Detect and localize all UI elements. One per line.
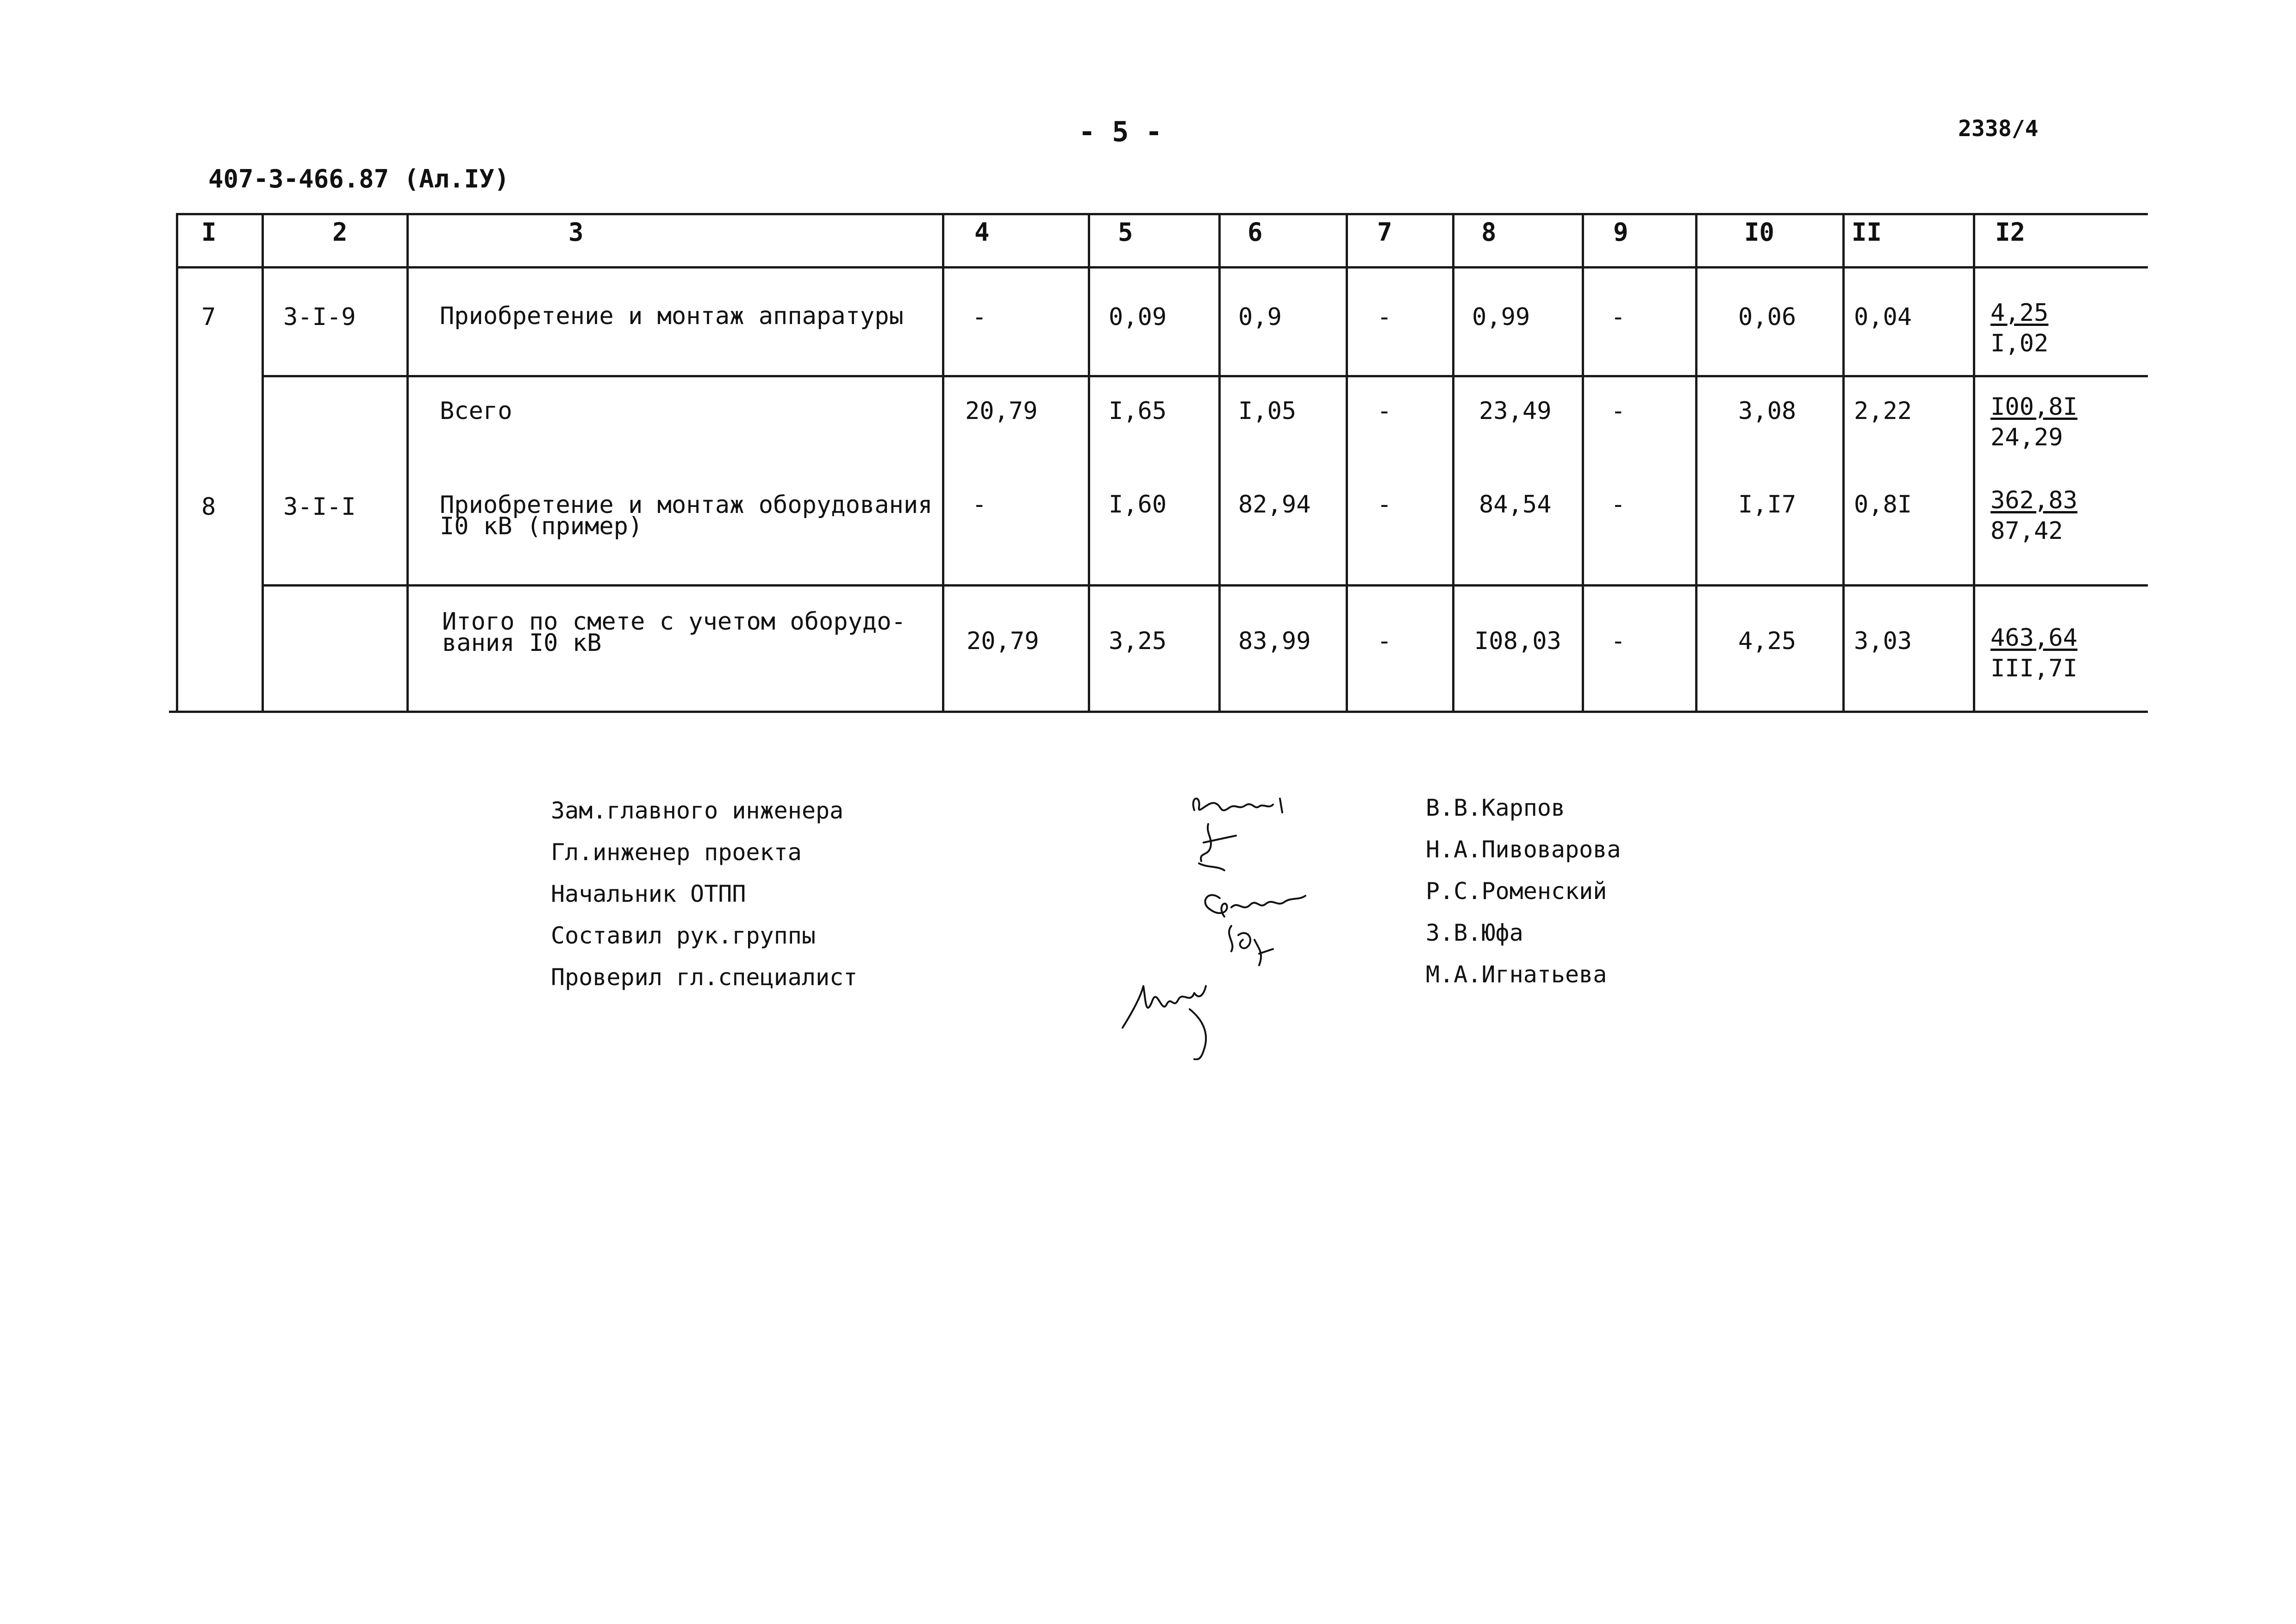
- column-header: 2: [332, 218, 348, 247]
- cell-col4: 20,79: [965, 397, 1038, 425]
- col-border: [1582, 213, 1584, 713]
- col-border: [406, 213, 409, 713]
- handwritten-signatures: [1120, 782, 1379, 1060]
- cell-col4: -: [972, 303, 987, 331]
- row-description: Приобретение и монтаж оборудования I0 кВ (пример): [440, 491, 933, 540]
- cell-col4: -: [972, 491, 987, 518]
- cell-col10: 4,25: [1738, 627, 1797, 655]
- cell-col12: 463,64 III,7I: [1990, 624, 2078, 682]
- row-description: Итого по смете с учетом оборудо- вания I0 кВ: [442, 608, 906, 657]
- row-number: 8: [201, 493, 216, 521]
- cell-col6: 83,99: [1238, 627, 1311, 655]
- cell-col10: 0,06: [1738, 303, 1797, 331]
- cell-col11: 0,04: [1854, 303, 1912, 331]
- cell-col9: -: [1611, 397, 1626, 425]
- cell-col8: 84,54: [1479, 491, 1552, 518]
- row-divider: [262, 375, 2148, 377]
- column-header: 7: [1377, 218, 1392, 247]
- signatory-title: Проверил гл.специалист: [551, 964, 858, 991]
- col-border: [1842, 213, 1845, 713]
- cell-col8: 23,49: [1479, 397, 1552, 425]
- cell-col5: I,60: [1109, 491, 1167, 518]
- cell-col5: 3,25: [1109, 627, 1167, 655]
- col-border: [1695, 213, 1697, 713]
- column-header: 3: [568, 218, 584, 247]
- cell-col6: I,05: [1238, 397, 1297, 425]
- cell-col7: -: [1377, 303, 1392, 331]
- cell-col10: 3,08: [1738, 397, 1797, 425]
- table-top-line: [176, 213, 2148, 215]
- document-code: 407-3-466.87 (Ал.IУ): [208, 164, 510, 194]
- header-bottom-line: [176, 266, 2148, 269]
- cell-col7: -: [1377, 491, 1392, 518]
- signatory-name: З.В.Юфа: [1426, 919, 1523, 946]
- signatory-name: М.А.Игнатьева: [1426, 961, 1607, 988]
- cell-col6: 82,94: [1238, 491, 1311, 518]
- col-border: [1088, 213, 1090, 713]
- column-header: 4: [974, 218, 990, 247]
- cell-col8: I08,03: [1474, 627, 1561, 655]
- page-number: - 5 -: [1079, 116, 1162, 148]
- column-header: I0: [1744, 218, 1775, 247]
- row-number: 7: [201, 303, 216, 331]
- col-border: [1346, 213, 1348, 713]
- row-description: Приобретение и монтаж аппаратуры: [440, 302, 904, 330]
- column-header: 8: [1481, 218, 1497, 247]
- cell-col11: 2,22: [1854, 397, 1912, 425]
- col-border: [262, 213, 264, 713]
- cell-col6: 0,9: [1238, 303, 1282, 331]
- column-header: II: [1852, 218, 1882, 247]
- cell-col9: -: [1611, 627, 1626, 655]
- column-header: I: [201, 218, 217, 247]
- cell-col9: -: [1611, 303, 1626, 331]
- table-bottom-line: [169, 711, 2148, 713]
- cell-col10: I,I7: [1738, 491, 1797, 518]
- column-header: 6: [1248, 218, 1263, 247]
- column-header: I2: [1995, 218, 2026, 247]
- cell-col9: -: [1611, 491, 1626, 518]
- column-header: 5: [1118, 218, 1133, 247]
- row-code: 3-I-I: [283, 493, 356, 521]
- cell-col5: 0,09: [1109, 303, 1167, 331]
- cell-col11: 0,8I: [1854, 491, 1912, 518]
- signatory-title: Гл.инженер проекта: [551, 839, 802, 866]
- row-divider: [262, 584, 2148, 587]
- col-border: [942, 213, 944, 713]
- col-border: [1452, 213, 1454, 713]
- signatory-name: Р.С.Роменский: [1426, 878, 1607, 905]
- signatory-title: Начальник ОТПП: [551, 881, 746, 907]
- cell-col12: $\frac{362,83}{87,42}$: [1990, 487, 2078, 545]
- signatory-title: Составил рук.группы: [551, 922, 816, 949]
- col-border: [1218, 213, 1221, 713]
- cell-col7: -: [1377, 627, 1392, 655]
- cell-col12: $\frac{I00,8I}{24,29}$: [1990, 393, 2078, 451]
- sheet-code: 2338/4: [1958, 116, 2039, 142]
- signatory-title: Зам.главного инженера: [551, 797, 844, 824]
- row-description: Всего: [440, 397, 512, 425]
- column-header: 9: [1613, 218, 1628, 247]
- signatory-name: Н.А.Пивоварова: [1426, 836, 1621, 863]
- col-border: [176, 213, 178, 713]
- row-code: 3-I-9: [283, 303, 356, 331]
- cell-col7: -: [1377, 397, 1392, 425]
- cell-col4: 20,79: [967, 627, 1039, 655]
- signatory-name: В.В.Карпов: [1426, 794, 1566, 821]
- cell-col12: $\frac{4,25}{I,02}$: [1990, 299, 2049, 357]
- cell-col5: I,65: [1109, 397, 1167, 425]
- cell-col8: 0,99: [1472, 303, 1530, 331]
- col-border: [1973, 213, 1975, 713]
- cell-col11: 3,03: [1854, 627, 1912, 655]
